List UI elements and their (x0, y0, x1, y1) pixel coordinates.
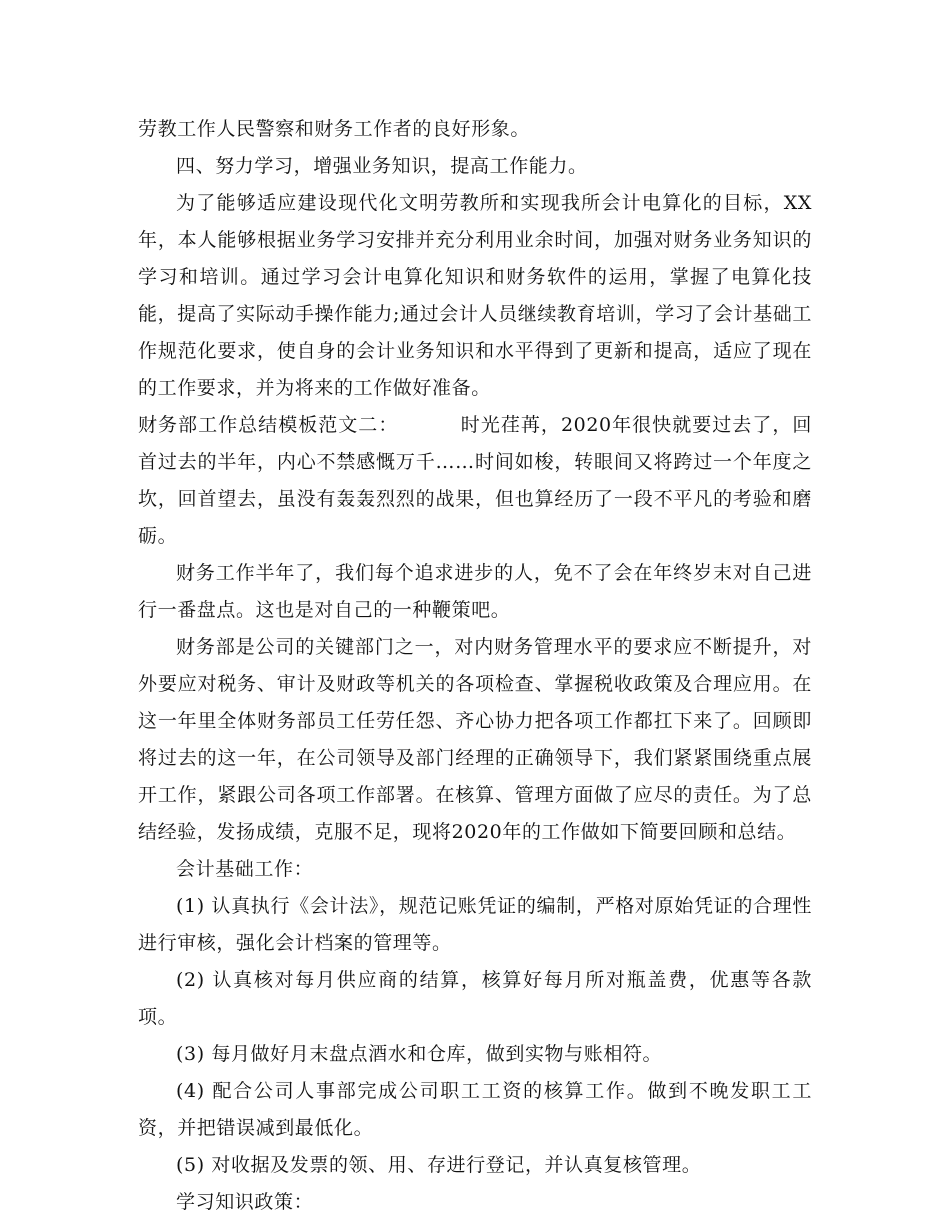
list-item-5: (5) 对收据及发票的领、用、存进行登记，并认真复核管理。 (176, 1154, 702, 1176)
template-two-intro: 时光荏苒，2020年很快就要过去了，回首过去的半年，内心不禁感慨万千……时间如梭，转眼间又将跨过一个年度之坎，回首望去，虽没有轰轰烈烈的战果，但也算经历了一段不平凡的考验和磨砺。 (138, 414, 812, 547)
list-item-1: (1) 认真执行《会计法》，规范记账凭证的编制，严格对原始凭证的合理性进行审核，强化会计档案的管理等。 (138, 895, 812, 954)
subheading-accounting-basics: 会计基础工作： (176, 858, 314, 880)
paragraph-half-year: 财务工作半年了，我们每个追求进步的人，免不了会在年终岁末对自己进行一番盘点。这也是对自己的一种鞭策吧。 (138, 562, 812, 621)
subheading-policy-study: 学习知识政策： (176, 1191, 314, 1213)
section-heading-study: 四、努力学习，增强业务知识，提高工作能力。 (176, 155, 588, 177)
list-item-4: (4) 配合公司人事部完成公司职工工资的核算工作。做到不晚发职工工资，并把错误减到最低化。 (138, 1080, 812, 1139)
list-item-2: (2) 认真核对每月供应商的结算，核算好每月所对瓶盖费，优惠等各款项。 (138, 969, 812, 1028)
template-two-heading: 财务部工作总结模板范文二： (138, 414, 399, 436)
paragraph-continuation: 劳教工作人民警察和财务工作者的良好形象。 (138, 118, 531, 140)
paragraph-template-two (138, 407, 812, 555)
paragraph-study-details: 为了能够适应建设现代化文明劳教所和实现我所会计电算化的目标，XX年，本人能够根据业务学习安排并充分利用业余时间，加强对财务业务知识的学习和培训。通过学习会计电算化知识和财务软件的运用，掌握了电算化技能，提高了实际动手操作能力;通过会计人员继续教育培训，学习了会计基础工作规范化要求，使自身的会计业务知识和水平得到了更新和提高，适应了现在的工作要求，并为将来的工作做好准备。 (138, 192, 812, 399)
list-item-3: (3) 每月做好月末盘点酒水和仓库，做到实物与账相符。 (176, 1043, 663, 1065)
document-body (138, 111, 812, 1221)
paragraph-finance-department: 财务部是公司的关键部门之一，对内财务管理水平的要求应不断提升，对外要应对税务、审计及财政等机关的各项检查、掌握税收政策及合理应用。在这一年里全体财务部员工任劳任怨、齐心协力把各项工作都扛下来了。回顾即将过去的这一年，在公司领导及部门经理的正确领导下，我们紧紧围绕重点展开工作，紧跟公司各项工作部署。在核算、管理方面做了应尽的责任。为了总结经验，发扬成绩，克服不足，现将2020年的工作做如下简要回顾和总结。 (138, 636, 812, 843)
